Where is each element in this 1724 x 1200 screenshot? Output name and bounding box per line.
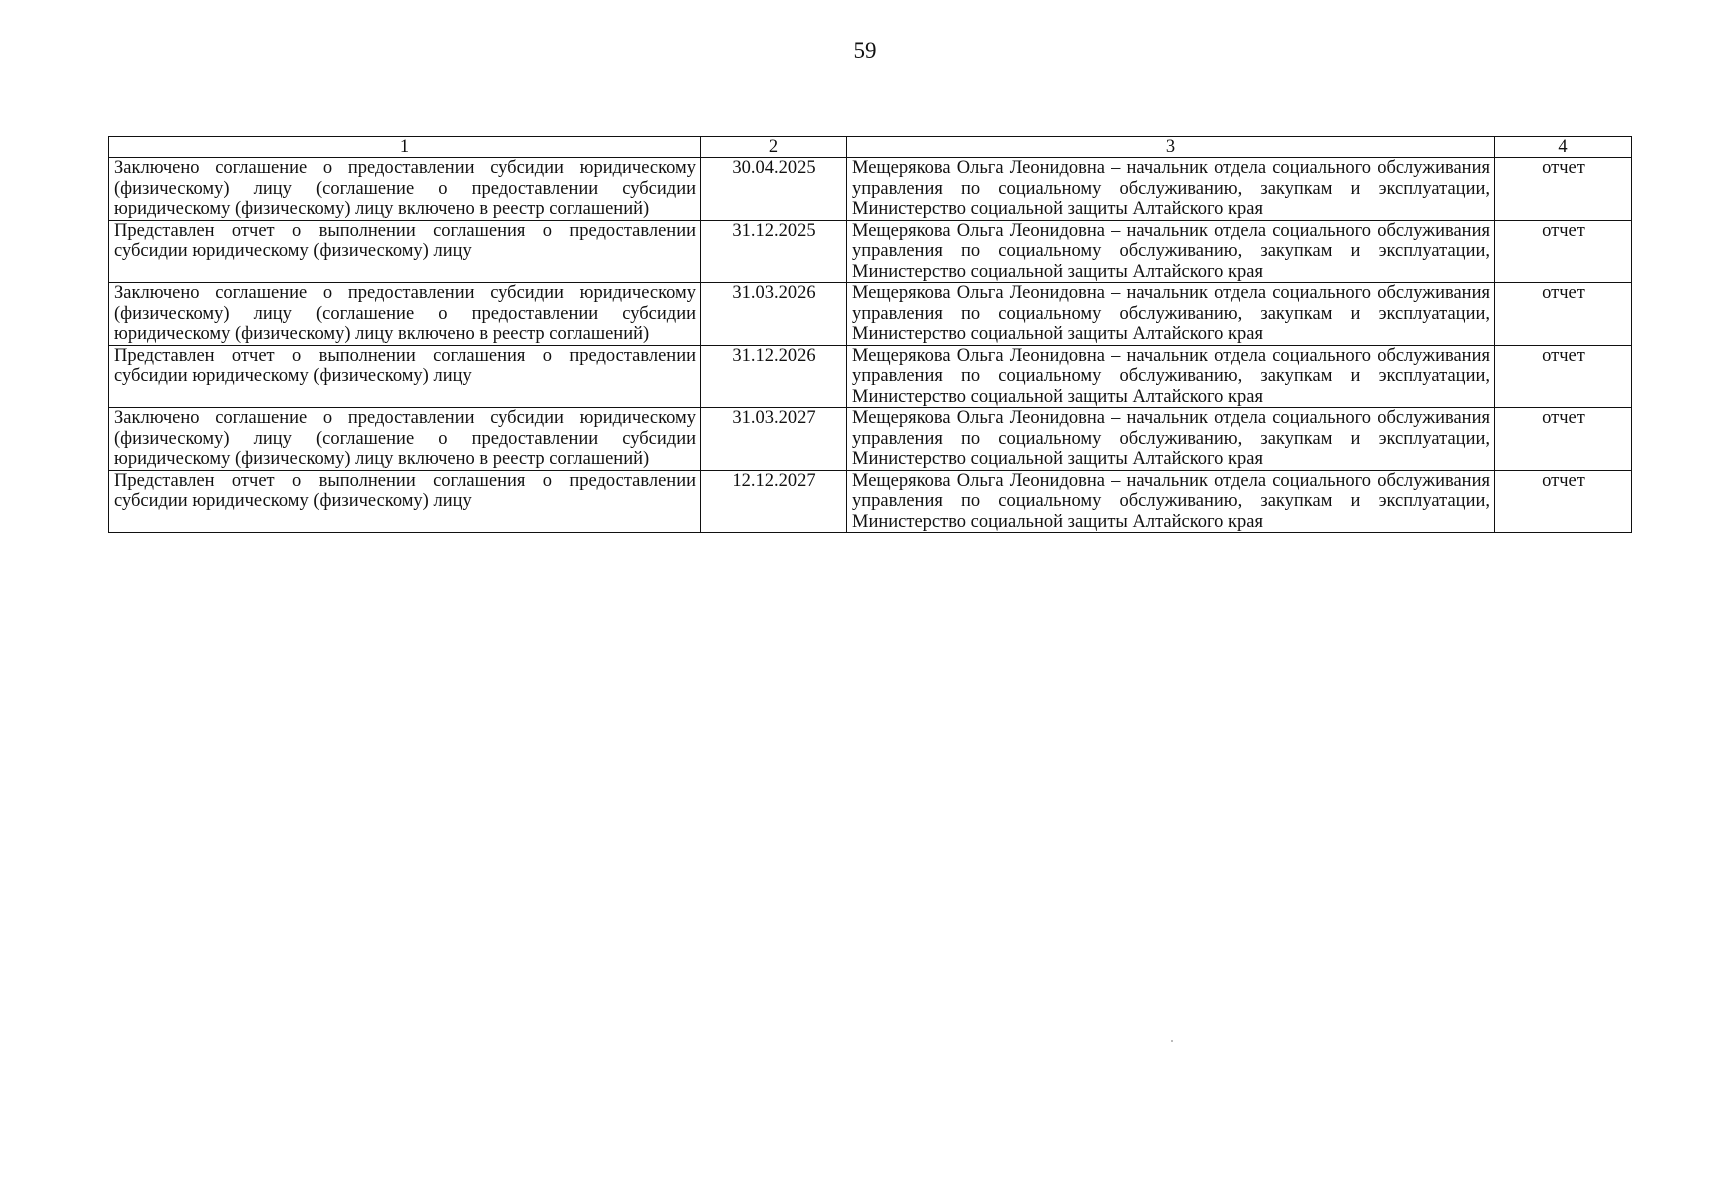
table-row [109, 283, 1632, 346]
column-header-3: 3 [847, 137, 1495, 158]
document-cell: отчет [1495, 408, 1632, 471]
responsible-cell: Мещерякова Ольга Леонидовна – начальник отдела социального обслуживания управления по социальному обслуживанию, закупкам и эксплуатации, Министерство социальной защиты Алтайского края [847, 408, 1495, 471]
date-cell: 31.03.2026 [701, 283, 847, 346]
responsible-cell: Мещерякова Ольга Леонидовна – начальник отдела социального обслуживания управления по социальному обслуживанию, закупкам и эксплуатации, Министерство социальной защиты Алтайского края [847, 158, 1495, 221]
column-header-4: 4 [1495, 137, 1632, 158]
responsible-cell: Мещерякова Ольга Леонидовна – начальник отдела социального обслуживания управления по социальному обслуживанию, закупкам и эксплуатации, Министерство социальной защиты Алтайского края [847, 283, 1495, 346]
table-row [109, 345, 1632, 408]
document-cell: отчет [1495, 470, 1632, 533]
event-cell: Заключено соглашение о предоставлении субсидии юридическому (физическому) лицу (соглашение о предоставлении субсидии юридическому (физическому) лицу включено в реестр соглашений) [109, 408, 701, 471]
date-cell: 31.03.2027 [701, 408, 847, 471]
document-cell: отчет [1495, 345, 1632, 408]
document-cell: отчет [1495, 220, 1632, 283]
event-cell: Заключено соглашение о предоставлении субсидии юридическому (физическому) лицу (соглашение о предоставлении субсидии юридическому (физическому) лицу включено в реестр соглашений) [109, 158, 701, 221]
event-cell: Заключено соглашение о предоставлении субсидии юридическому (физическому) лицу (соглашение о предоставлении субсидии юридическому (физическому) лицу включено в реестр соглашений) [109, 283, 701, 346]
date-cell: 31.12.2025 [701, 220, 847, 283]
event-cell: Представлен отчет о выполнении соглашения о предоставлении субсидии юридическому (физическому) лицу [109, 220, 701, 283]
column-header-1: 1 [109, 137, 701, 158]
document-cell: отчет [1495, 283, 1632, 346]
responsible-cell: Мещерякова Ольга Леонидовна – начальник отдела социального обслуживания управления по социальному обслуживанию, закупкам и эксплуатации, Министерство социальной защиты Алтайского края [847, 345, 1495, 408]
date-cell: 30.04.2025 [701, 158, 847, 221]
table-row [109, 220, 1632, 283]
control-points-table [108, 136, 1632, 533]
document-cell: отчет [1495, 158, 1632, 221]
responsible-cell: Мещерякова Ольга Леонидовна – начальник отдела социального обслуживания управления по социальному обслуживанию, закупкам и эксплуатации, Министерство социальной защиты Алтайского края [847, 220, 1495, 283]
scan-artifact-dot [1171, 1040, 1173, 1042]
event-cell: Представлен отчет о выполнении соглашения о предоставлении субсидии юридическому (физическому) лицу [109, 470, 701, 533]
date-cell: 12.12.2027 [701, 470, 847, 533]
table-row [109, 158, 1632, 221]
table-row [109, 470, 1632, 533]
responsible-cell: Мещерякова Ольга Леонидовна – начальник отдела социального обслуживания управления по социальному обслуживанию, закупкам и эксплуатации, Министерство социальной защиты Алтайского края [847, 470, 1495, 533]
page-number: 59 [853, 38, 877, 63]
date-cell: 31.12.2026 [701, 345, 847, 408]
event-cell: Представлен отчет о выполнении соглашения о предоставлении субсидии юридическому (физическому) лицу [109, 345, 701, 408]
table-header-row [109, 137, 1632, 158]
table-row [109, 408, 1632, 471]
column-header-2: 2 [701, 137, 847, 158]
